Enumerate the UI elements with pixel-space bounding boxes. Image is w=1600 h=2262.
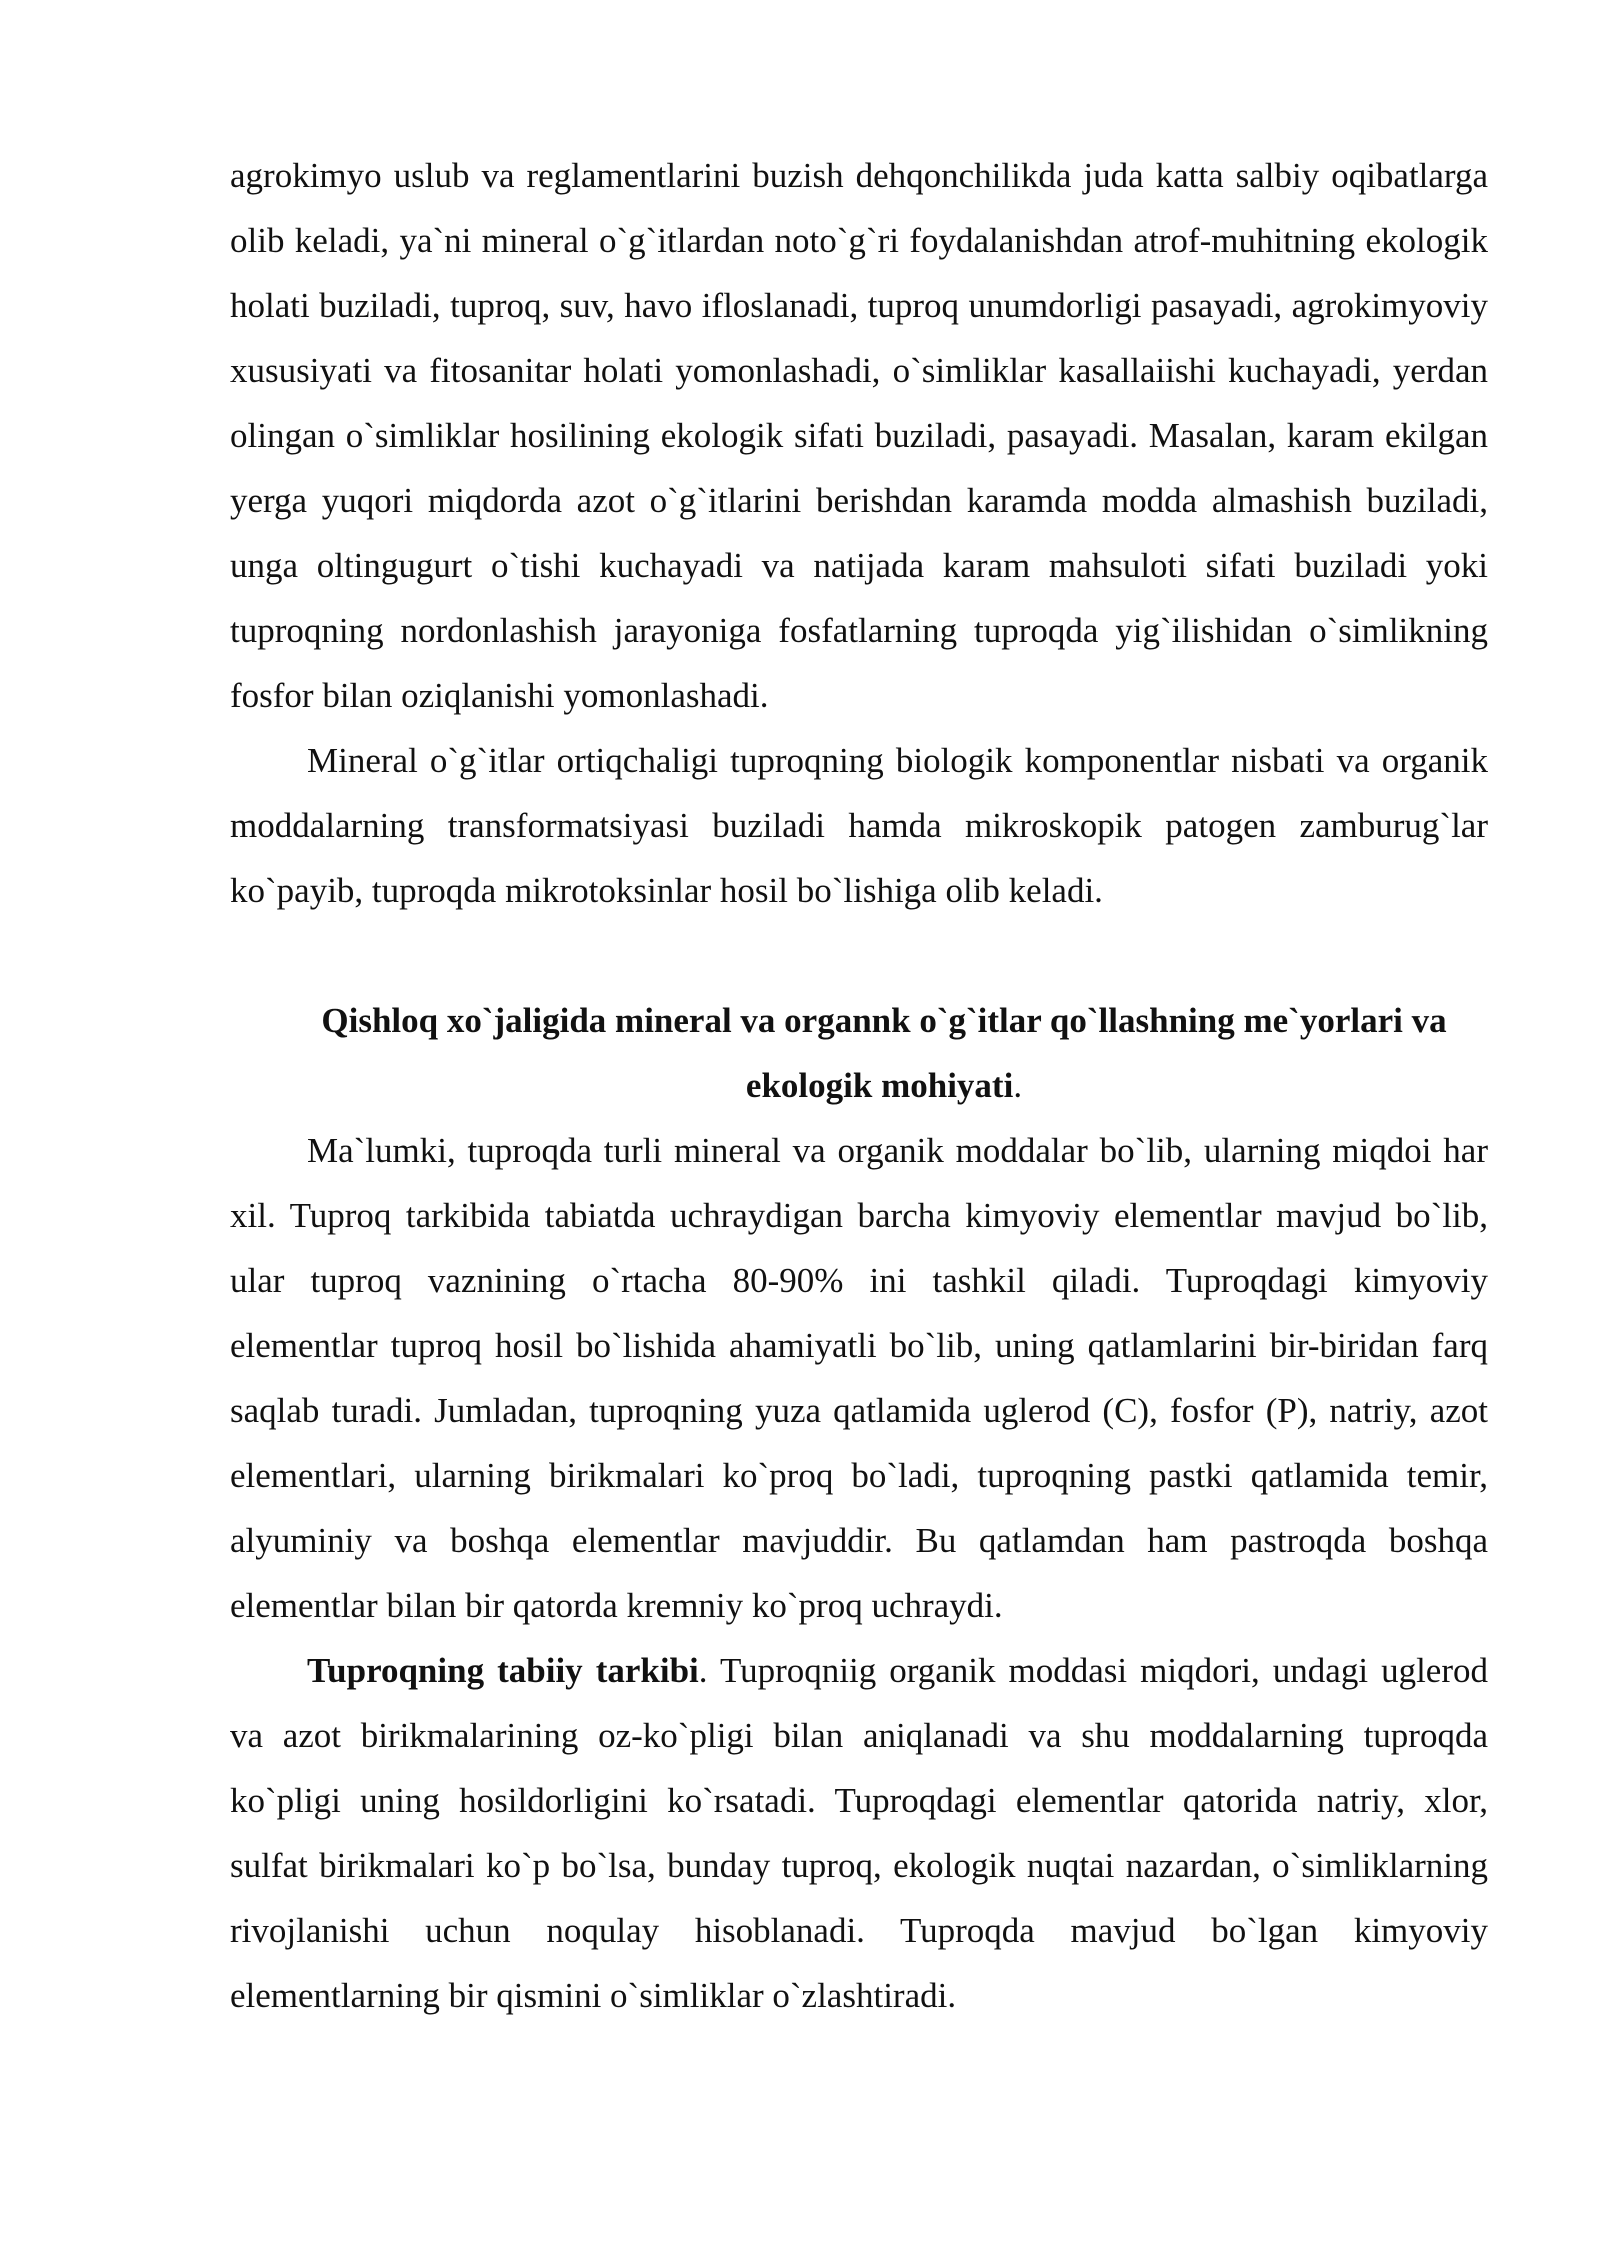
section-heading-dot: . (1013, 1066, 1023, 1105)
paragraph-1: agrokimyo uslub va reglamentlarini buzish dehqonchilikda juda katta salbiy oqibatlarga olib keladi, ya`ni mineral o`g`itlardan noto`g`ri foydalanishdan atrof-muhitning ekologik holati buziladi, tuproq, suv, havo ifloslanadi, tuproq unumdorligi pasayadi, agrokimyoviy xususiyati va fitosanitar holati yomonlashadi, o`simliklar kasallaiishi kuchayadi, yerdan olingan o`simliklar hosilining ekologik sifati buziladi, pasayadi. Masalan, karam ekilgan yerga yuqori miqdorda azot o`g`itlarini berishdan karamda modda almashish buziladi, unga oltingugurt o`tishi kuchayadi va natijada karam mahsuloti sifati buziladi yoki tuproqning nordonlashish jarayoniga fosfatlarning tuproqda yig`ilishidan o`simlikning fosfor bilan oziqlanishi yomonlashadi. (230, 156, 1488, 715)
paragraph-4 (230, 1638, 1488, 2028)
section-heading (230, 988, 1488, 1118)
paragraph-3: Ma`lumki, tuproqda turli mineral va organik moddalar bo`lib, ularning miqdoi har xil. Tuproq tarkibida tabiatda uchraydigan barcha kimyoviy elementlar mavjud bo`lib, ular tuproq vaznining o`rtacha 80-90% ini tashkil qiladi. Tuproqdagi kimyoviy elementlar tuproq hosil bo`lishida ahamiyatli bo`lib, uning qatlamlarini bir-biridan farq saqlab turadi. Jumladan, tuproqning yuza qatlamida uglerod (C), fosfor (P), natriy, azot elementlari, ularning birikmalari ko`proq bo`ladi, tuproqning pastki qatlamida temir, alyuminiy va boshqa elementlar mavjuddir. Bu qatlamdan ham pastroqda boshqa elementlar bilan bir qatorda kremniy ko`proq uchraydi. (230, 1131, 1488, 1625)
paragraph-2: Mineral o`g`itlar ortiqchaligi tuproqning biologik komponentlar nisbati va organik moddalarning transformatsiyasi buziladi hamda mikroskopik patogen zamburug`lar ko`payib, tuproqda mikrotoksinlar hosil bo`lishiga olib keladi. (230, 741, 1488, 910)
paragraph-4-lead: Tuproqning tabiiy tarkibi (307, 1651, 699, 1690)
paragraph-4-body: . Tuproqniig organik moddasi miqdori, undagi uglerod va azot birikmalarining oz-ko`pligi bilan aniqlanadi va shu moddalarning tuproqda ko`pligi uning hosildorligini ko`rsatadi. Tuproqdagi elementlar qatorida natriy, xlor, sulfat birikmalari ko`p bo`lsa, bunday tuproq, ekologik nuqtai nazardan, o`simliklarning rivojlanishi uchun noqulay hisoblanadi. Tuproqda mavjud bo`lgan kimyoviy elementlarning bir qismini o`simliklar o`zlashtiradi. (230, 1651, 1488, 2015)
document-page (230, 143, 1488, 2028)
section-heading-text: Qishloq xo`jaligida mineral va organnk o`g`itlar qo`llashning me`yorlari va ekologik mohiyati (321, 1001, 1447, 1105)
